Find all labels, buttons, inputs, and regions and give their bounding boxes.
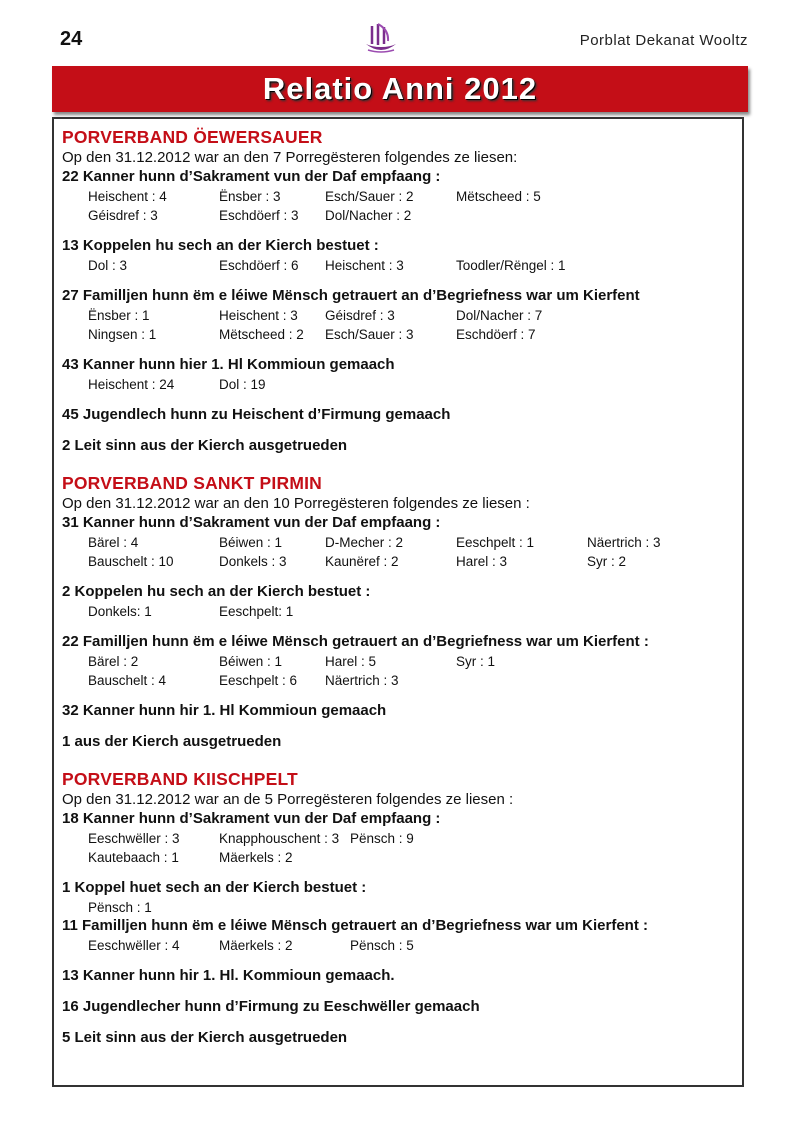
parish-grid — [62, 829, 742, 867]
grid-cell: Heischent : 3 — [219, 308, 298, 323]
parish-grid — [62, 652, 742, 690]
grid-cell — [456, 671, 587, 690]
grid-cell: Bauschelt : 4 — [88, 673, 167, 688]
grid-cell — [456, 375, 587, 394]
grid-cell: Esch/Sauer : 3 — [325, 327, 414, 342]
grid-cell — [587, 306, 718, 325]
grid-cell: Harel : 3 — [456, 554, 508, 569]
stat-line: 22 Kanner hunn d’Sakrament vun der Daf empfaang : — [62, 168, 441, 185]
header-title: Porblat Dekanat Wooltz — [579, 32, 748, 49]
grid-cell — [456, 206, 587, 225]
grid-cell: Dol : 19 — [219, 377, 266, 392]
grid-cell: Béiwen : 1 — [219, 654, 283, 669]
parish-grid — [62, 602, 742, 621]
grid-cell: Knapphouschent : 3 — [219, 831, 340, 846]
parish-grid — [62, 306, 742, 344]
parish-grid — [62, 936, 742, 955]
grid-cell: Eschdöerf : 6 — [219, 258, 299, 273]
grid-cell: D-Mecher : 2 — [325, 535, 404, 550]
page-number: 24 — [60, 28, 83, 50]
grid-cell: Géisdref : 3 — [325, 308, 395, 323]
grid-cell: Eschdöerf : 3 — [219, 208, 299, 223]
stat-line: 13 Kanner hunn hir 1. Hl. Kommioun gemaach. — [62, 967, 395, 984]
grid-cell: Géisdref : 3 — [88, 208, 158, 223]
grid-cell — [587, 602, 718, 621]
grid-cell: Donkels : 3 — [219, 554, 287, 569]
parish-grid — [62, 375, 742, 394]
grid-cell: Syr : 1 — [456, 654, 496, 669]
grid-cell: Mëtscheed : 2 — [219, 327, 304, 342]
grid-cell — [325, 602, 456, 621]
grid-cell — [587, 256, 718, 275]
grid-cell — [587, 375, 718, 394]
grid-cell: Mëtscheed : 5 — [456, 189, 541, 204]
stat-line: 2 Leit sinn aus der Kierch ausgetrueden — [62, 437, 348, 454]
grid-cell: Heischent : 3 — [325, 258, 404, 273]
stat-line: 45 Jugendlech hunn zu Heischent d’Firmung gemaach — [62, 406, 451, 423]
section-intro: Op den 31.12.2012 war an de 5 Porregësteren folgendes ze liesen : — [62, 791, 514, 808]
section-title-kiischpelt: PORVERBAND KIISCHPELT — [62, 769, 298, 789]
stat-line: 5 Leit sinn aus der Kierch ausgetrueden — [62, 1029, 348, 1046]
parish-grid — [62, 898, 742, 917]
grid-cell: Ningsen : 1 — [88, 327, 157, 342]
stat-line: 43 Kanner hunn hier 1. Hl Kommioun gemaach — [62, 356, 395, 373]
grid-cell: Eeschpelt : 6 — [219, 673, 298, 688]
report-box — [52, 117, 744, 1087]
grid-cell: Béiwen : 1 — [219, 535, 283, 550]
section-title-oewersauer: PORVERBAND ÖEWERSAUER — [62, 127, 323, 147]
grid-cell: Heischent : 24 — [88, 377, 175, 392]
grid-cell — [587, 652, 718, 671]
parish-grid — [62, 187, 742, 225]
grid-cell — [587, 671, 718, 690]
grid-cell: Mäerkels : 2 — [219, 938, 293, 953]
grid-cell: Heischent : 4 — [88, 189, 167, 204]
grid-cell: Eschdöerf : 7 — [456, 327, 536, 342]
grid-cell: Esch/Sauer : 2 — [325, 189, 414, 204]
grid-cell: Donkels: 1 — [88, 604, 152, 619]
grid-cell: Bauschelt : 10 — [88, 554, 174, 569]
grid-cell: Harel : 5 — [325, 654, 377, 669]
parish-grid — [62, 533, 742, 571]
stat-line: 13 Koppelen hu sech an der Kierch bestuet : — [62, 237, 379, 254]
grid-cell: Bärel : 2 — [88, 654, 139, 669]
grid-cell — [456, 602, 587, 621]
grid-cell: Dol : 3 — [88, 258, 128, 273]
title-banner — [52, 66, 748, 112]
grid-cell: Dol/Nacher : 7 — [456, 308, 543, 323]
parish-grid — [62, 256, 742, 275]
stat-line: 11 Familljen hunn ëm e léiwe Mënsch getrauert an d’Begriefness war um Kierfent : — [62, 917, 648, 934]
banner-title: Relatio Anni 2012 — [262, 71, 538, 106]
grid-cell: Eeschwëller : 4 — [88, 938, 180, 953]
grid-cell: Näertrich : 3 — [325, 673, 399, 688]
grid-cell — [325, 375, 456, 394]
grid-cell: Kaunëref : 2 — [325, 554, 399, 569]
stat-line: 27 Familljen hunn ëm e léiwe Mënsch getrauert an d’Begriefness war um Kierfent — [62, 287, 640, 304]
stat-line: 31 Kanner hunn d’Sakrament vun der Daf empfaang : — [62, 514, 441, 531]
grid-cell: Pënsch : 5 — [350, 938, 414, 953]
grid-cell: Bärel : 4 — [88, 535, 139, 550]
grid-cell: Näertrich : 3 — [587, 535, 661, 550]
grid-cell: Ënsber : 3 — [219, 189, 281, 204]
grid-cell: Kautebaach : 1 — [88, 850, 179, 865]
church-boat-logo-icon — [362, 20, 400, 58]
grid-cell: Mäerkels : 2 — [219, 850, 293, 865]
grid-cell: Toodler/Rëngel : 1 — [456, 258, 566, 273]
stat-line: 2 Koppelen hu sech an der Kierch bestuet : — [62, 583, 371, 600]
stat-line: 32 Kanner hunn hir 1. Hl Kommioun gemaach — [62, 702, 387, 719]
grid-cell: Syr : 2 — [587, 554, 627, 569]
section-intro: Op den 31.12.2012 war an den 7 Porregësteren folgendes ze liesen: — [62, 149, 518, 166]
stat-line: 16 Jugendlecher hunn d’Firmung zu Eeschwëller gemaach — [62, 998, 480, 1015]
grid-cell: Ënsber : 1 — [88, 308, 150, 323]
section-title-pirmin: PORVERBAND SANKT PIRMIN — [62, 473, 322, 493]
grid-cell — [587, 206, 718, 225]
grid-cell: Eeschpelt: 1 — [219, 604, 294, 619]
stat-line: 1 aus der Kierch ausgetrueden — [62, 733, 282, 750]
section-intro: Op den 31.12.2012 war an den 10 Porregësteren folgendes ze liesen : — [62, 495, 530, 512]
grid-cell: Pënsch : 9 — [350, 831, 414, 846]
stat-line: 18 Kanner hunn d’Sakrament vun der Daf empfaang : — [62, 810, 441, 827]
grid-cell — [587, 187, 718, 206]
grid-cell: Eeschpelt : 1 — [456, 535, 535, 550]
grid-cell — [587, 325, 718, 344]
stat-line: 22 Familljen hunn ëm e léiwe Mënsch getrauert an d’Begriefness war um Kierfent : — [62, 633, 649, 650]
grid-cell — [350, 848, 481, 867]
grid-cell: Pënsch : 1 — [88, 900, 152, 915]
grid-cell: Dol/Nacher : 2 — [325, 208, 412, 223]
stat-line: 1 Koppel huet sech an der Kierch bestuet : — [62, 879, 367, 896]
grid-cell: Eeschwëller : 3 — [88, 831, 180, 846]
